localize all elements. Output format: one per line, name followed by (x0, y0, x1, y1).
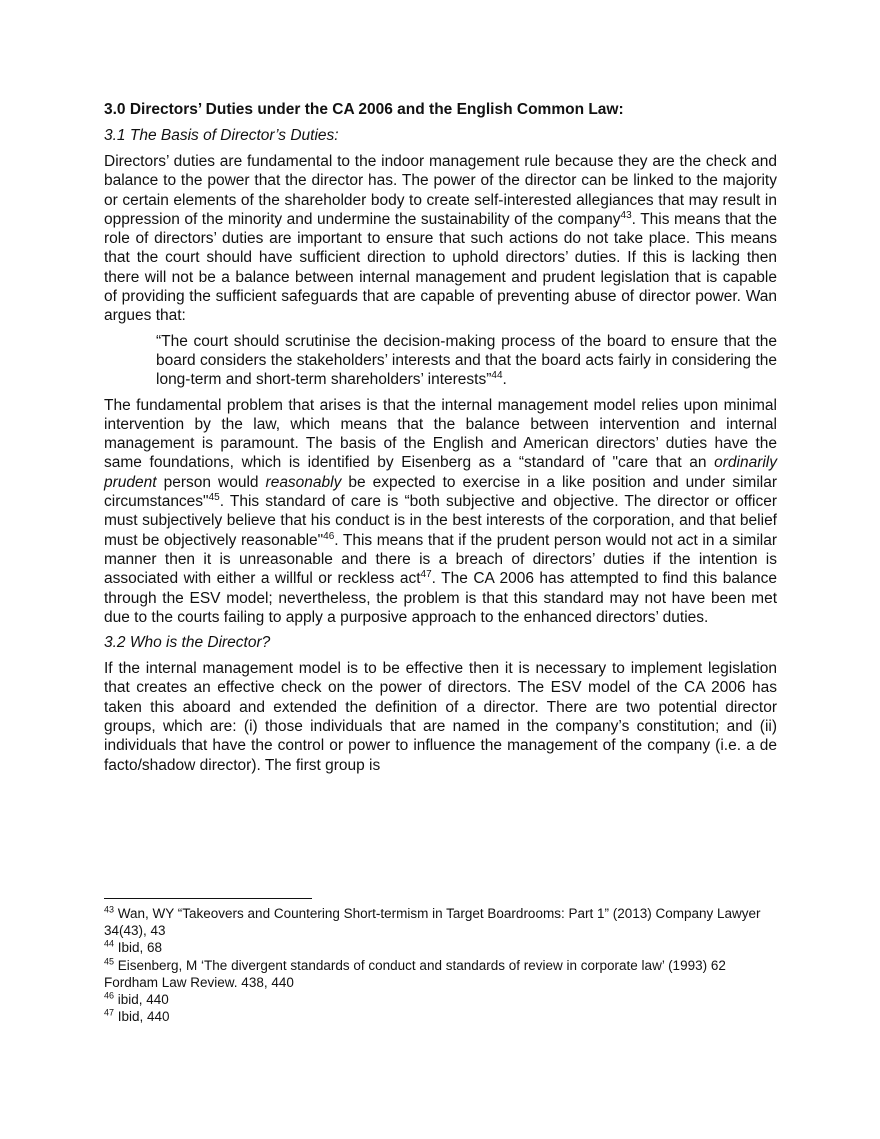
footnote-number: 45 (104, 956, 115, 967)
para1-text-a: Directors’ duties are fundamental to the indoor management rule because they are the check and balance to the power that the director has. The power of the director can be linked to the majority or certain elements of the shareholder body to create self-interested allegiances that may result in oppression of the minority and undermine the sustainability of the company (104, 153, 777, 228)
footnote-text: Eisenberg, M ‘The divergent standards of conduct and standards of review in corporate law’ (1993) 62 Fordham Law Review. 438, 440 (104, 957, 726, 990)
wan-quote (156, 332, 777, 390)
footnote-number: 46 (104, 990, 115, 1001)
paragraph-fundamental-problem (104, 396, 777, 628)
subsection-heading-who: 3.2 Who is the Director? (104, 634, 271, 652)
para2-emphasis-prudent: ordinarily prudent (104, 454, 777, 491)
footnote-ref-44[interactable]: 44 (491, 370, 503, 382)
footnote-47 (104, 1008, 777, 1025)
subsection-heading-basis: 3.1 The Basis of Director’s Duties: (104, 127, 339, 144)
para2-text-e: . This means that if the prudent person would not act in a similar manner then it is unreasonable and there is a breach of directors’ duties if the intention is associated with either a willful or reckless act (104, 531, 777, 588)
footnote-text: Wan, WY “Takeovers and Countering Short-termism in Target Boardrooms: Part 1” (2013) Company Lawyer 34(43), 43 (104, 906, 761, 939)
footnote-ref-46[interactable]: 46 (323, 530, 335, 542)
footnote-46 (104, 991, 777, 1008)
footnote-ref-45[interactable]: 45 (208, 491, 220, 503)
para2-text-b: person would (156, 473, 266, 491)
para1-text-b: . This means that the role of directors’ duties are important to ensure that such actions do not take place. This means that the court should have sufficient direction to uphold directors’ duties. If this is lacking then there will not be a balance between internal management and prudent legislation that is capable of providing the sufficient safeguards that are capable of preventing abuse of director power. Wan argues that: (104, 210, 777, 325)
footnote-44 (104, 939, 777, 956)
quote-end: . (502, 371, 507, 389)
paragraph-who-is-director: If the internal management model is to be effective then it is necessary to implement legislation that creates an effective check on the power of directors. The ESV model of the CA 2006 has taken this aboard and extended the definition of a director. There are two potential director groups, which are: (i) those individuals that are named in the company’s constitution; and (ii) individuals that have the control or power to influence the management of the company (i.e. a de facto/shadow director). The first group is (104, 660, 777, 774)
para2-text-c: be expected to exercise in a like position and under similar circumstances" (104, 473, 777, 511)
para2-text-d: . This standard of care is “both subjective and objective. The director or officer must subjectively believe that his conduct is in the best interests of the corporation, and that belief must be objectively reasonable" (104, 493, 777, 549)
footnote-ref-47[interactable]: 47 (420, 569, 432, 581)
footnote-number: 47 (104, 1007, 115, 1018)
paragraph-directors-duties (104, 152, 777, 326)
para2-text-f: . The CA 2006 has attempted to find this balance through the ESV model; nevertheless, the problem is that this standard may not have been met due to the courts failing to apply a purposive approach to the enhanced directors’ duties. (104, 570, 777, 626)
footnotes (104, 905, 777, 1025)
footnote-43 (104, 905, 777, 939)
footnote-text: Ibid, 440 (114, 1009, 170, 1025)
footnote-text: ibid, 440 (114, 992, 169, 1008)
footnote-text: Ibid, 68 (114, 940, 163, 956)
document-body (104, 100, 777, 781)
footnote-separator (104, 898, 312, 899)
section-heading: 3.0 Directors’ Duties under the CA 2006 and the English Common Law: (104, 101, 624, 118)
para2-emphasis-reasonably: reasonably (265, 473, 342, 491)
footnote-ref-43[interactable]: 43 (620, 209, 632, 221)
footnote-number: 44 (104, 938, 115, 949)
para2-text-a: The fundamental problem that arises is that the internal management model relies upon minimal intervention by the law, which means that the balance between intervention and internal management is paramount. The basis of the English and American directors’ duties have the same foundations, which is identified by Eisenberg as a “standard of "care that an (104, 396, 777, 472)
footnote-45 (104, 957, 777, 991)
footnote-number: 43 (104, 904, 115, 915)
quote-text: “The court should scrutinise the decision-making process of the board to ensure that the board considers the stakeholders’ interests and that the board acts fairly in considering the long-term and short-term shareholders’ interests” (156, 332, 777, 389)
